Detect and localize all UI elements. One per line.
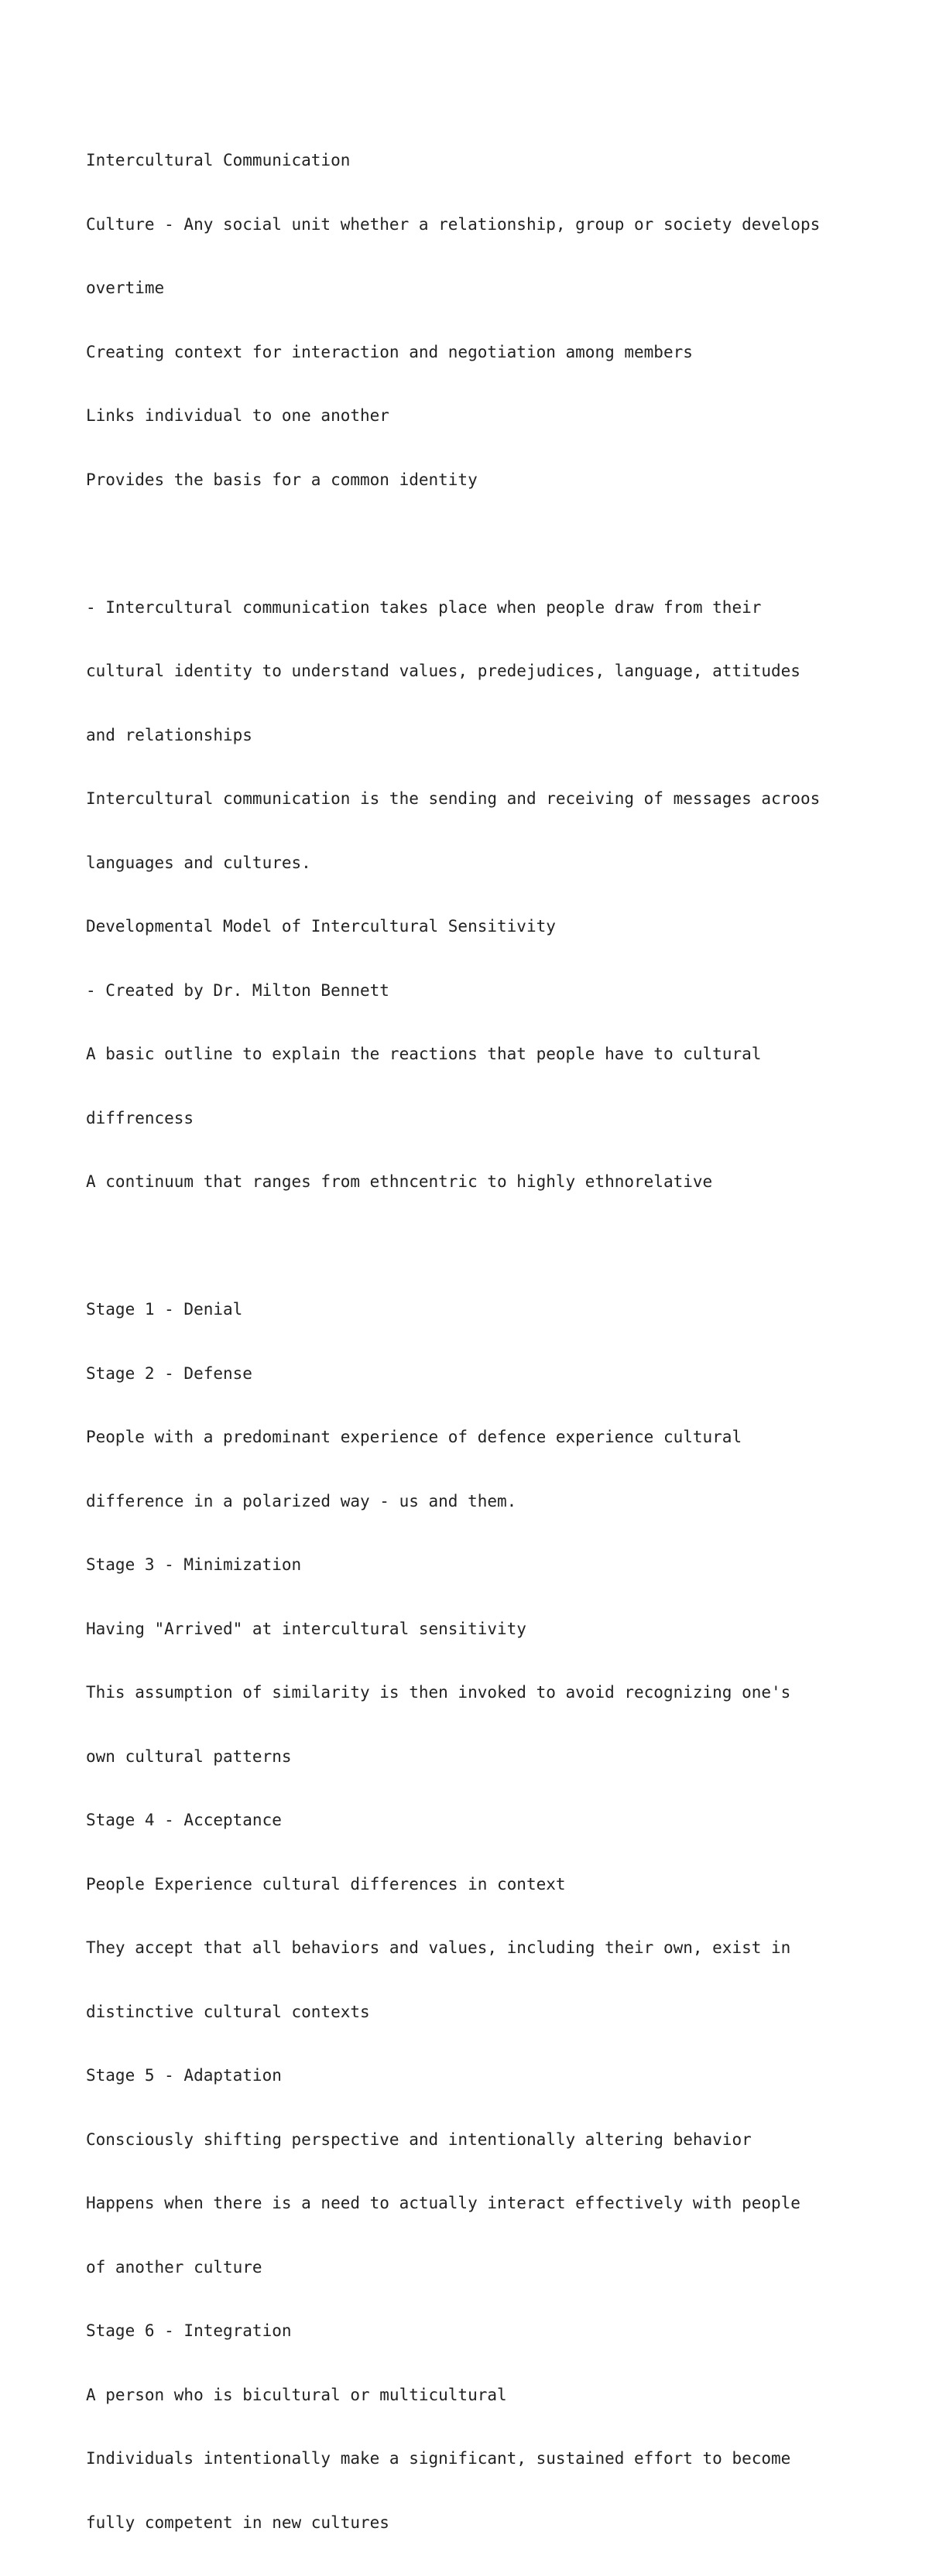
text-line: own cultural patterns (86, 1746, 292, 1766)
text-line: Creating context for interaction and negotiation among members (86, 342, 693, 361)
text-line: Consciously shifting perspective and intentionally altering behavior (86, 2130, 752, 2149)
text-line: distinctive cultural contexts (86, 2002, 370, 2021)
text-line: Having "Arrived" at intercultural sensitivity (86, 1619, 526, 1638)
text-line: Provides the basis for a common identity (86, 470, 478, 489)
text-line: cultural identity to understand values, predejudices, language, attitudes (86, 662, 800, 680)
document-body (86, 108, 852, 2576)
stage-heading: Stage 2 - Defense (86, 1363, 252, 1383)
document-title: Intercultural Communication (86, 151, 351, 169)
text-line: A basic outline to explain the reactions that people have to cultural (86, 1045, 762, 1063)
stage-heading: Stage 5 - Adaptation (86, 2066, 282, 2085)
text-line: Intercultural communication is the sending and receiving of messages acroos (86, 789, 821, 808)
text-line: - Created by Dr. Milton Bennett (86, 980, 389, 1000)
text-line: fully competent in new cultures (86, 2513, 389, 2532)
text-line: overtime (86, 279, 165, 297)
text-line: Culture - Any social unit whether a relationship, group or society develops (86, 214, 821, 234)
text-line: and relationships (86, 725, 252, 744)
stage-heading: Stage 1 - Denial (86, 1300, 243, 1319)
text-line: This assumption of similarity is then invoked to avoid recognizing one's (86, 1683, 791, 1702)
text-line: difference in a polarized way - us and them. (86, 1491, 517, 1510)
stage-heading: Stage 4 - Acceptance (86, 1811, 282, 1829)
blank-line (86, 533, 852, 555)
stage-heading: Stage 6 - Integration (86, 2321, 292, 2340)
text-line: languages and cultures. (86, 853, 311, 872)
text-line: - Intercultural communication takes place when people draw from their (86, 597, 762, 617)
text-line: A person who is bicultural or multicultural (86, 2385, 507, 2404)
text-line: They accept that all behaviors and values, including their own, exist in (86, 1938, 791, 1957)
blank-line (86, 1236, 852, 1257)
text-line: People Experience cultural differences in context (86, 1874, 566, 1894)
text-line: Links individual to one another (86, 406, 389, 425)
text-line: Individuals intentionally make a significant, sustained effort to become (86, 2449, 791, 2468)
text-line: diffrencess (86, 1108, 194, 1127)
text-line: A continuum that ranges from ethncentric to highly ethnorelative (86, 1172, 713, 1191)
text-line: of another culture (86, 2257, 262, 2277)
text-line: Happens when there is a need to actually interact effectively with people (86, 2194, 800, 2212)
section-heading: Developmental Model of Intercultural Sensitivity (86, 917, 556, 936)
text-line: People with a predominant experience of defence experience cultural (86, 1428, 742, 1446)
stage-heading: Stage 3 - Minimization (86, 1555, 302, 1574)
